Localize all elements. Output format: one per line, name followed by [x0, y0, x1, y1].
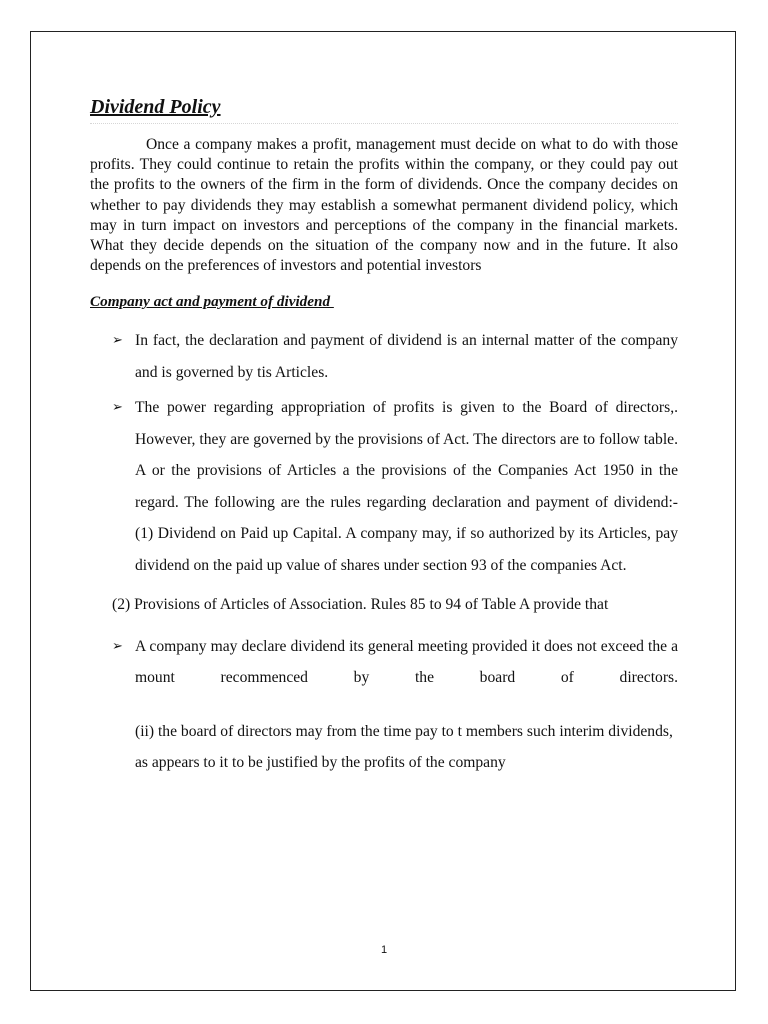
bullet-sub-1: (1) Dividend on Paid up Capital. A company may, if so authorized by its Articles, pay dividend on the paid up value of shares under section 93 of the companies Act. — [135, 525, 678, 574]
arrowhead-bullet-icon: ➢ — [112, 333, 123, 349]
section-heading: Company act and payment of dividend — [90, 293, 334, 311]
bullet-item-2 — [90, 392, 678, 581]
intro-paragraph: Once a company makes a profit, management must decide on what to do with those profits. They could continue to retain the profits within the company, or they could pay out the profits to the owners of the firm in the form of dividends. Once the company decides on whether to pay dividends they may establish a somewhat permanent dividend policy, which may in turn impact on investors and perceptions of the company in the financial markets. What they decide depends on the situation of the company now and in the future. It also depends on the preferences of investors and potential investors — [90, 136, 678, 275]
sub-paragraph-ii: (ii) the board of directors may from the time pay to t members such interim dividends, as appears to it to be justified by the profits of the company — [135, 722, 673, 772]
bullet-text-2: The power regarding appropriation of profits is given to the Board of directors,. However, they are governed by the provisions of Act. The directors are to follow table. A or the provisions of Articles a the provisions of the Companies Act 1950 in the regard. The following are the rules regarding declaration and payment of dividend:- — [135, 399, 678, 511]
arrowhead-bullet-icon: ➢ — [112, 400, 123, 416]
title-wrap — [90, 92, 678, 124]
page-number: 1 — [380, 944, 388, 956]
document-title: Dividend Policy — [90, 96, 221, 118]
bullet-text-3: A company may declare dividend its general meeting provided it does not exceed the a mount recommenced by the board of directors. — [135, 637, 678, 687]
provision-line: (2) Provisions of Articles of Association. Rules 85 to 94 of Table A provide that — [112, 596, 609, 614]
bullet-item-1 — [90, 325, 678, 388]
arrowhead-bullet-icon: ➢ — [112, 638, 123, 654]
bullet-item-3 — [90, 631, 678, 694]
document-body — [90, 92, 678, 779]
bullet-text-1: In fact, the declaration and payment of dividend is an internal matter of the company and is governed by tis Articles. — [135, 332, 678, 381]
